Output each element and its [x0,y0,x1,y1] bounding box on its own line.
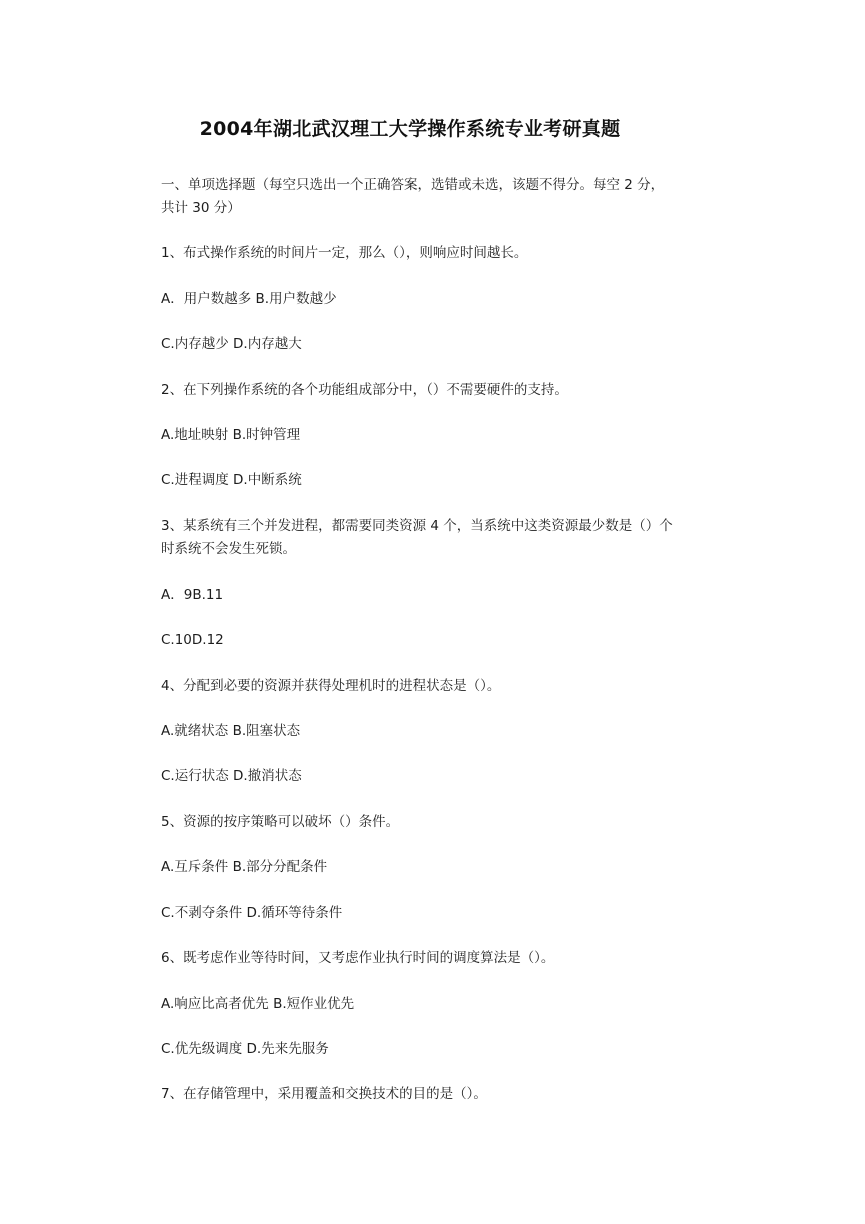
question-6-options-ab: A.响应比高者优先 B.短作业优先 [161,996,355,1012]
question-6: 6、既考虑作业等待时间，又考虑作业执行时间的调度算法是（）。 [161,950,555,966]
question-2-options-ab: A.地址映射 B.时钟管理 [161,427,301,443]
question-5-options-cd: C.不剥夺条件 D.循环等待条件 [161,905,343,921]
document-title: 2004年湖北武汉理工大学操作系统专业考研真题 [199,118,621,140]
question-4: 4、分配到必要的资源并获得处理机时的进程状态是（）。 [161,678,501,694]
question-6-options-cd: C.优先级调度 D.先来先服务 [161,1041,329,1057]
question-3-line-1: 3、某系统有三个并发进程，都需要同类资源 4 个，当系统中这类资源最少数是（）个 [161,518,673,534]
question-5: 5、资源的按序策略可以破坏（）条件。 [161,814,400,830]
question-3-options-cd: C.10D.12 [161,632,224,648]
question-3-options-ab: A．9B.11 [161,587,224,603]
question-4-options-ab: A.就绪状态 B.阻塞状态 [161,723,301,739]
question-2-options-cd: C.进程调度 D.中断系统 [161,472,302,488]
question-1-options-ab: A．用户数越多 B.用户数越少 [161,291,337,307]
question-1: 1、布式操作系统的时间片一定，那么（），则响应时间越长。 [161,245,528,261]
question-4-options-cd: C.运行状态 D.撤消状态 [161,768,302,784]
question-1-options-cd: C.内存越少 D.内存越大 [161,336,302,352]
question-5-options-ab: A.互斥条件 B.部分分配条件 [161,859,328,875]
question-2: 2、在下列操作系统的各个功能组成部分中，（）不需要硬件的支持。 [161,382,568,398]
section-intro-line-2: 共计 30 分） [161,200,241,216]
question-3-line-2: 时系统不会发生死锁。 [161,541,296,557]
section-intro-line-1: 一、单项选择题（每空只选出一个正确答案，选错或未选，该题不得分。每空 2 分， [161,177,665,193]
question-7: 7、在存储管理中，采用覆盖和交换技术的目的是（）。 [161,1086,487,1102]
